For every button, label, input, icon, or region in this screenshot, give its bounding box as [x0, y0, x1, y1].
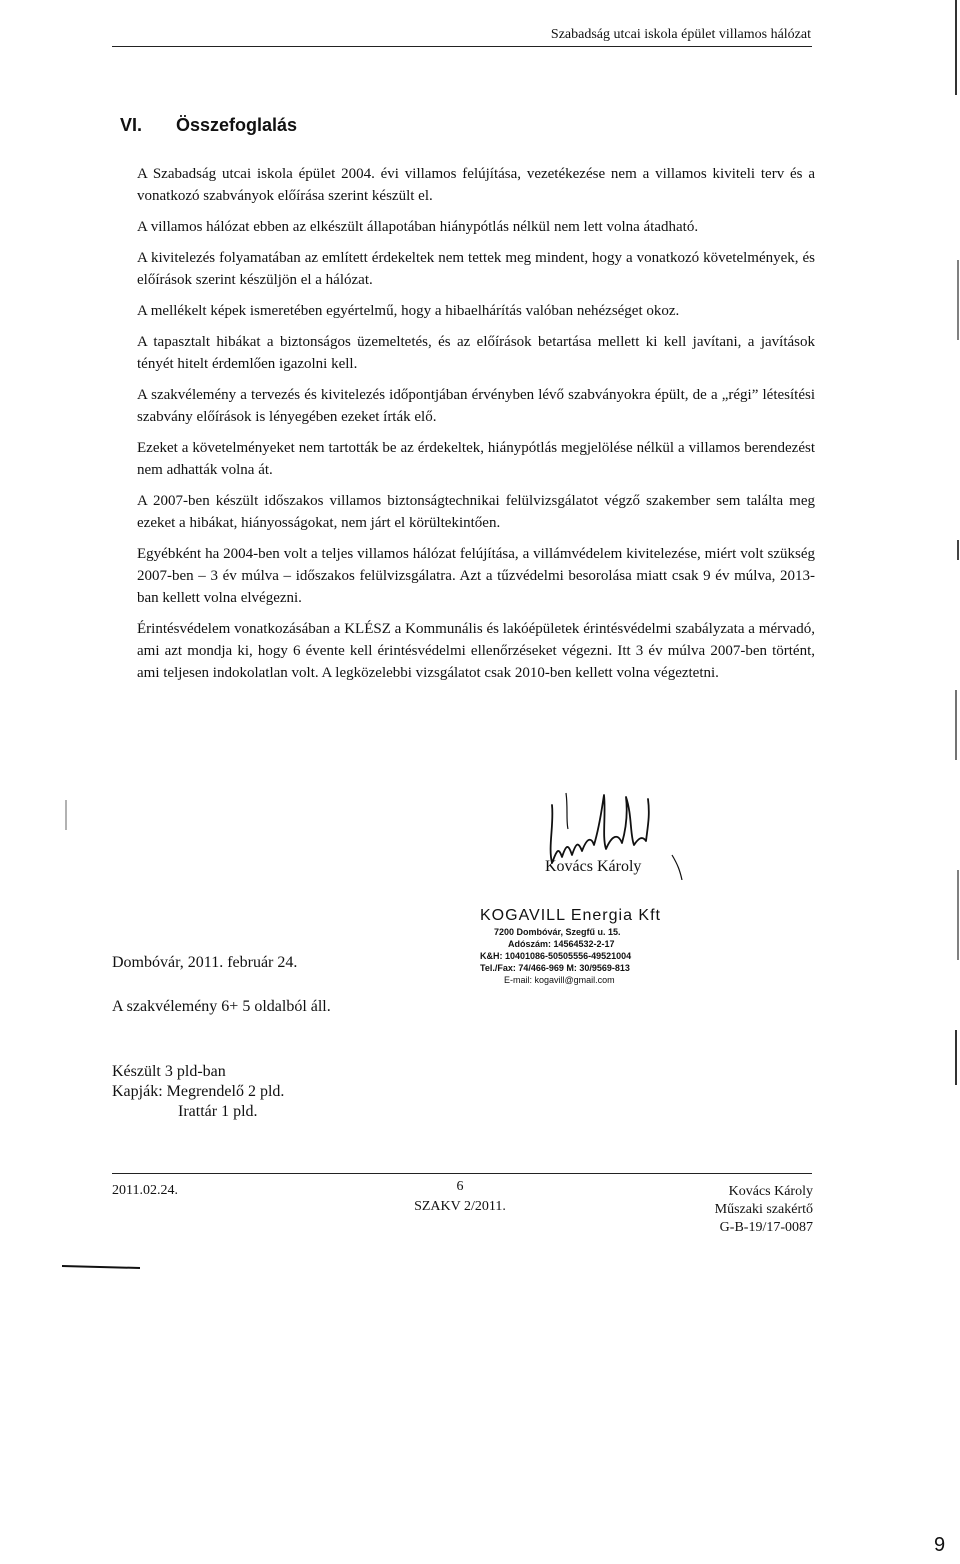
- footer-author-block: [660, 1183, 813, 1237]
- stamp-address: 7200 Dombóvár, Szegfű u. 15.: [494, 927, 621, 937]
- paragraph: A Szabadság utcai iskola épület 2004. évi villamos felújítása, vezetékezése nem a villamos kiviteli terv és a vonatkozó szabványok előírása szerint készült el.: [137, 166, 815, 204]
- section-heading: [120, 115, 297, 136]
- footer-role: Műszaki szakértő: [714, 1202, 813, 1217]
- paragraph: Egyébként ha 2004-ben volt a teljes villamos hálózat felújítása, a villámvédelem kivitelezése, miért volt szükség 2007-ben – 3 év múlva – időszakos felülvizsgálatra. Azt a tűzvédelmi besorolása miatt csak 9 év múlva, 2013-ban kellett volna elvégezni.: [137, 546, 815, 606]
- section-number: VI.: [120, 115, 143, 135]
- paragraph: A 2007-ben készült időszakos villamos biztonságtechnikai felülvizsgálatot végző szakember sem találta meg ezeket a hibákat, hiányosságokat, nem járt el körültekintően.: [137, 493, 815, 531]
- stamp-email: E-mail: kogavill@gmail.com: [504, 975, 615, 985]
- footer-divider: [112, 1173, 812, 1174]
- paragraph: Ezeket a követelményeket nem tartották be az érdekeltek, hiánypótlás megjelölése nélkül a villamos berendezést nem adhatták volna át.: [137, 440, 815, 478]
- paragraph: Érintésvédelem vonatkozásában a KLÉSZ a Kommunális és lakóépületek érintésvédelmi szabályzata a mérvadó, ami azt mondja ki, hogy 6 évente kell érintésvédelmi ellenőrzéseket végezni. Itt 3 év múlva 2007-ben történt, ami teljesen indokolatlan volt. A legközelebbi vizsgálatot csak 2010-ben kellett volna végeztetni.: [137, 621, 815, 681]
- footer-center: [400, 1177, 520, 1217]
- section-title: Összefoglalás: [176, 115, 298, 135]
- paragraph: A kivitelezés folyamatában az említett érdekeltek nem tettek meg mindent, hogy a vonatkozó követelmények, és előírások szerint készüljön el a hálózat.: [137, 250, 815, 288]
- summary-body: [137, 163, 815, 693]
- paragraph: A mellékelt képek ismeretében egyértelmű, hogy a hibaelhárítás valóban nehézséget okoz.: [137, 303, 680, 319]
- signer-name: Kovács Károly: [545, 858, 642, 875]
- footer-doc-id: SZAKV 2/2011.: [414, 1199, 506, 1214]
- stamp-company: KOGAVILL Energia Kft: [480, 907, 661, 924]
- footer-page-number: 6: [456, 1179, 464, 1194]
- scan-page-number: 9: [934, 1534, 946, 1556]
- paragraph: A szakvélemény a tervezés és kivitelezés időpontjában érvényben lévő szabványokra épült, de a „régi” létesítési szabvány előírások is lényegében ezeket írták elő.: [137, 387, 815, 425]
- footer-date: 2011.02.24.: [112, 1183, 178, 1198]
- copies-made: Készült 3 pld-ban: [112, 1063, 226, 1080]
- copies-archive: Irattár 1 pld.: [178, 1103, 258, 1120]
- paragraph: A villamos hálózat ebben az elkészült állapotában hiánypótlás nélkül nem lett volna átadható.: [137, 219, 699, 235]
- page-count-note: A szakvélemény 6+ 5 oldalból áll.: [112, 998, 331, 1015]
- header-divider: [112, 46, 812, 47]
- distribution-list: [112, 1062, 284, 1122]
- company-stamp: [478, 906, 738, 986]
- running-header: Szabadság utcai iskola épület villamos hálózat: [550, 27, 811, 42]
- stamp-tax-number: Adószám: 14564532-2-17: [508, 939, 615, 949]
- footer-author: Kovács Károly: [728, 1184, 813, 1199]
- paragraph: A tapasztalt hibákat a biztonságos üzemeltetés, és az előírások betartása mellett ki kell javítani, a javítások tényét hitelt érdemlően igazolni kell.: [137, 334, 815, 372]
- copies-recipients: Kapják: Megrendelő 2 pld.: [112, 1083, 285, 1100]
- footer-license: G-B-19/17-0087: [719, 1220, 813, 1235]
- place-and-date: Dombóvár, 2011. február 24.: [112, 954, 298, 971]
- stamp-bank: K&H: 10401086-50505556-49521004: [480, 951, 632, 961]
- stamp-phone: Tel./Fax: 74/466-969 M: 30/9569-813: [480, 963, 630, 973]
